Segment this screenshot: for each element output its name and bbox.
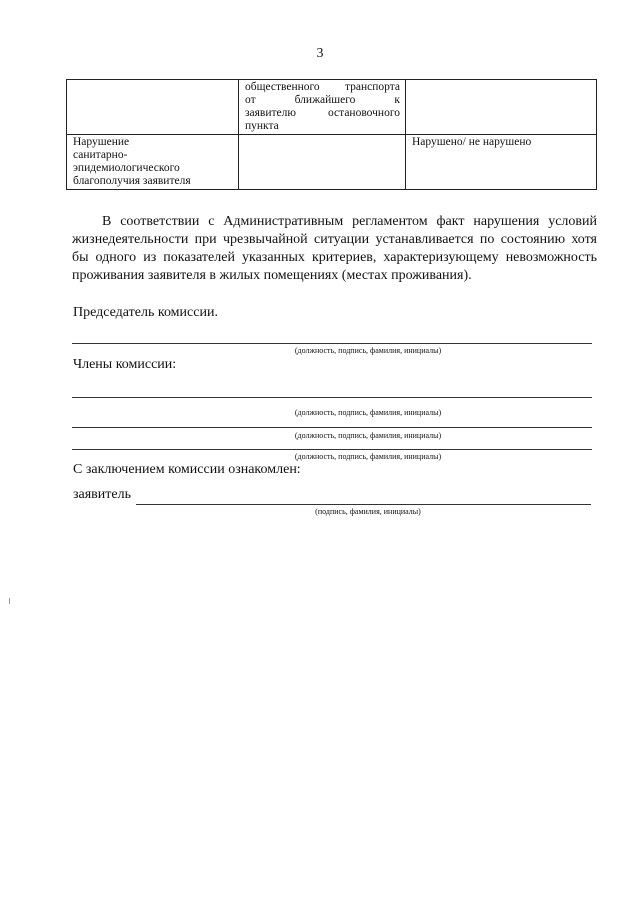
cell-line: эпидемиологического [73, 162, 180, 174]
chairman-label: Председатель комиссии. [73, 305, 218, 320]
cell-line: общественного транспорта [245, 81, 400, 93]
table-cell [67, 135, 239, 190]
acquainted-label: С заключением комиссии ознакомлен: [73, 462, 301, 477]
criteria-table [66, 79, 597, 190]
signature-caption: (должность, подпись, фамилия, инициалы) [294, 431, 442, 440]
cell-line: благополучия заявителя [73, 175, 191, 187]
regulation-paragraph: В соответствии с Административным регламентом факт нарушения условий жизнедеятельности при чрезвычайной ситуации устанавливается по состоянию хотя бы одного из показателей указанных критериев, характеризующему невозможность проживания заявителя в жилых помещениях (местах проживания). [72, 214, 597, 283]
table-row [67, 135, 597, 190]
table-cell-status: Нарушено/ не нарушено [406, 135, 597, 190]
signature-line-member-1 [72, 397, 592, 398]
table-cell [239, 80, 406, 135]
signature-line-member-2 [72, 427, 592, 428]
applicant-label: заявитель [73, 487, 131, 502]
cell-line: санитарно- [73, 149, 128, 161]
signature-caption: (должность, подпись, фамилия, инициалы) [294, 408, 442, 417]
table-cell [239, 135, 406, 190]
signature-caption: (должность, подпись, фамилия, инициалы) [294, 346, 442, 355]
signature-line-chairman [72, 343, 592, 344]
cell-line: от ближайшего к [245, 94, 400, 106]
margin-mark [9, 598, 10, 604]
cell-line: пункта [245, 120, 279, 132]
cell-line: заявителю остановочного [245, 107, 400, 119]
table-row [67, 80, 597, 135]
table-cell [67, 80, 239, 135]
signature-line-applicant [136, 504, 591, 505]
table-cell [406, 80, 597, 135]
cell-line: Нарушение [73, 136, 130, 148]
members-label: Члены комиссии: [73, 357, 177, 372]
signature-caption-applicant: (подпись, фамилия, инициалы) [315, 507, 421, 516]
signature-caption: (должность, подпись, фамилия, инициалы) [294, 452, 442, 461]
signature-line-member-3 [72, 449, 592, 450]
page-number: 3 [316, 46, 324, 61]
